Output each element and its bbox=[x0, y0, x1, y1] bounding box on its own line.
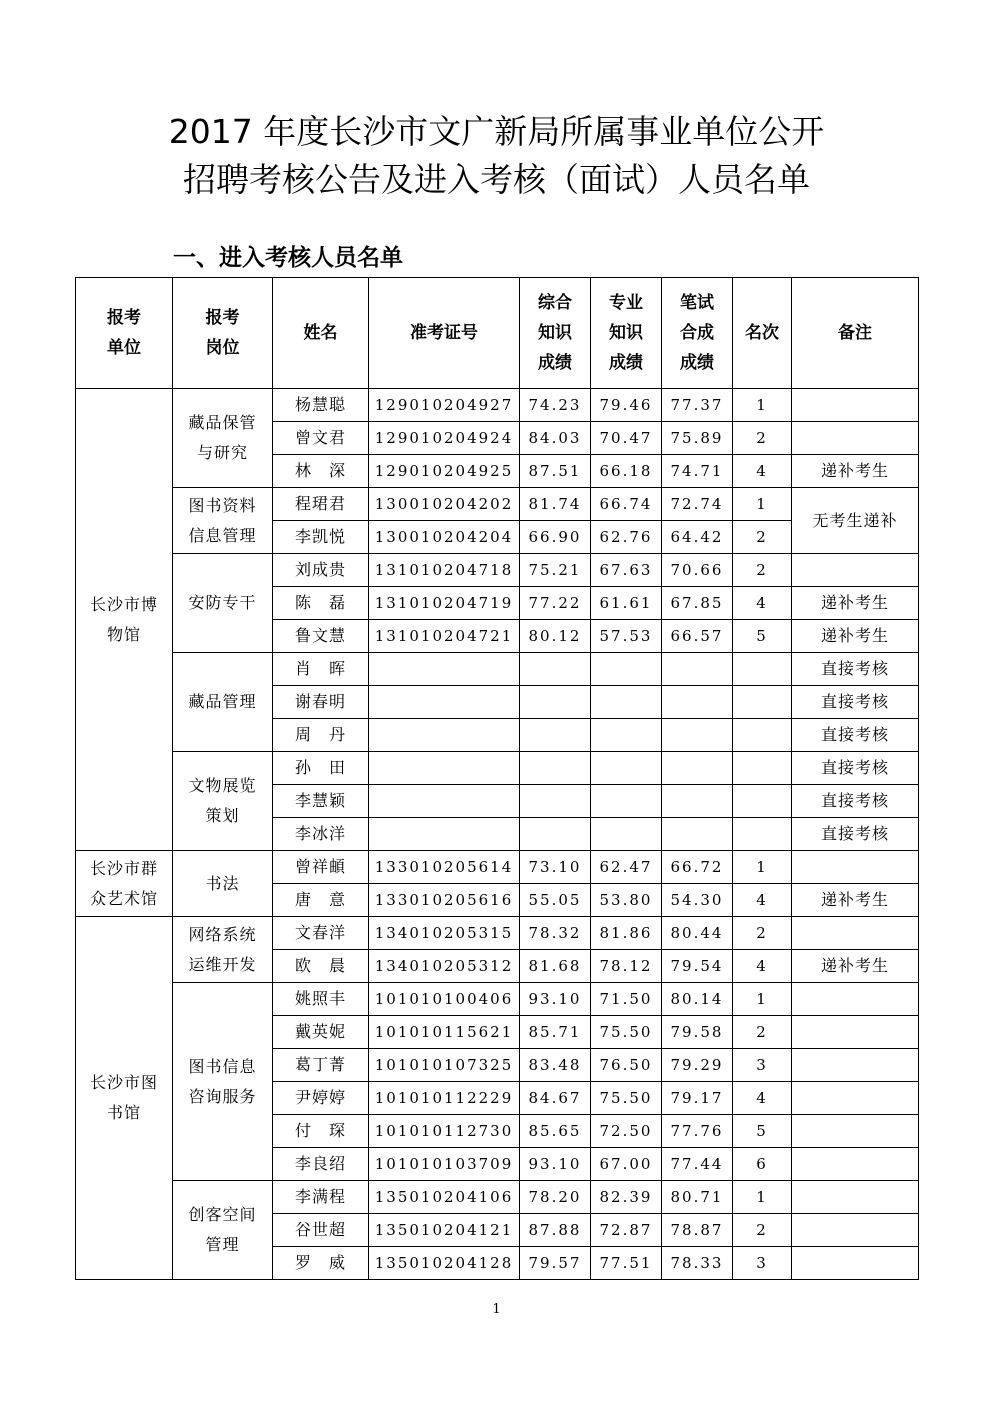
name-cell: 刘成贵 bbox=[273, 554, 369, 587]
written-score-cell: 72.74 bbox=[662, 488, 733, 521]
name-cell: 周 丹 bbox=[273, 719, 369, 752]
general-score-cell: 83.48 bbox=[520, 1049, 591, 1082]
major-score-cell: 77.51 bbox=[591, 1247, 662, 1280]
general-score-cell: 75.21 bbox=[520, 554, 591, 587]
general-score-cell: 93.10 bbox=[520, 983, 591, 1016]
ticket-cell bbox=[369, 818, 520, 851]
note-cell: 递补考生 bbox=[792, 620, 919, 653]
general-score-cell bbox=[520, 686, 591, 719]
major-score-cell: 79.46 bbox=[591, 389, 662, 422]
note-cell: 无考生递补 bbox=[792, 488, 919, 554]
rank-cell: 2 bbox=[733, 554, 792, 587]
note-cell bbox=[792, 1016, 919, 1049]
written-score-cell bbox=[662, 785, 733, 818]
written-score-cell: 77.44 bbox=[662, 1148, 733, 1181]
written-score-cell: 79.17 bbox=[662, 1082, 733, 1115]
major-score-cell: 78.12 bbox=[591, 950, 662, 983]
note-cell bbox=[792, 422, 919, 455]
major-score-cell: 72.50 bbox=[591, 1115, 662, 1148]
name-cell: 林 深 bbox=[273, 455, 369, 488]
note-cell bbox=[792, 1148, 919, 1181]
general-score-cell: 66.90 bbox=[520, 521, 591, 554]
document-title-line-2: 招聘考核公告及进入考核（面试）人员名单 bbox=[183, 160, 810, 199]
header-ticket: 准考证号 bbox=[369, 278, 520, 389]
rank-cell bbox=[733, 653, 792, 686]
ticket-cell: 101010107325 bbox=[369, 1049, 520, 1082]
note-cell bbox=[792, 851, 919, 884]
note-cell bbox=[792, 389, 919, 422]
name-cell: 曾文君 bbox=[273, 422, 369, 455]
ticket-cell: 134010205315 bbox=[369, 917, 520, 950]
major-score-cell: 66.18 bbox=[591, 455, 662, 488]
unit-cell: 长沙市群 众艺术馆 bbox=[76, 851, 173, 917]
major-score-cell: 62.47 bbox=[591, 851, 662, 884]
written-score-cell bbox=[662, 653, 733, 686]
ticket-cell: 131010204721 bbox=[369, 620, 520, 653]
rank-cell: 2 bbox=[733, 1016, 792, 1049]
page-number: 1 bbox=[492, 1302, 501, 1317]
name-cell: 欧 晨 bbox=[273, 950, 369, 983]
rank-cell: 4 bbox=[733, 950, 792, 983]
rank-cell: 3 bbox=[733, 1247, 792, 1280]
note-cell: 直接考核 bbox=[792, 719, 919, 752]
name-cell: 肖 晖 bbox=[273, 653, 369, 686]
ticket-cell: 130010204204 bbox=[369, 521, 520, 554]
general-score-cell: 81.74 bbox=[520, 488, 591, 521]
name-cell: 曾祥頔 bbox=[273, 851, 369, 884]
rank-cell bbox=[733, 686, 792, 719]
rank-cell: 2 bbox=[733, 1214, 792, 1247]
general-score-cell bbox=[520, 785, 591, 818]
major-score-cell: 71.50 bbox=[591, 983, 662, 1016]
unit-cell: 长沙市图 书馆 bbox=[76, 917, 173, 1280]
ticket-cell bbox=[369, 752, 520, 785]
section-heading: 一、进入考核人员名单 bbox=[173, 245, 403, 271]
major-score-cell bbox=[591, 752, 662, 785]
major-score-cell: 72.87 bbox=[591, 1214, 662, 1247]
ticket-cell: 131010204718 bbox=[369, 554, 520, 587]
ticket-cell: 101010100406 bbox=[369, 983, 520, 1016]
rank-cell: 4 bbox=[733, 1082, 792, 1115]
ticket-cell bbox=[369, 719, 520, 752]
note-cell: 直接考核 bbox=[792, 818, 919, 851]
major-score-cell bbox=[591, 653, 662, 686]
general-score-cell: 78.32 bbox=[520, 917, 591, 950]
table-row bbox=[76, 653, 919, 686]
written-score-cell: 80.71 bbox=[662, 1181, 733, 1214]
general-score-cell: 81.68 bbox=[520, 950, 591, 983]
ticket-cell: 101010112229 bbox=[369, 1082, 520, 1115]
post-cell: 创客空间 管理 bbox=[173, 1181, 273, 1280]
name-cell: 尹婷婷 bbox=[273, 1082, 369, 1115]
rank-cell: 1 bbox=[733, 1181, 792, 1214]
written-score-cell bbox=[662, 818, 733, 851]
name-cell: 谢春明 bbox=[273, 686, 369, 719]
post-cell: 网络系统 运维开发 bbox=[173, 917, 273, 983]
header-written-score: 笔试 合成 成绩 bbox=[662, 278, 733, 389]
header-major-score: 专业 知识 成绩 bbox=[591, 278, 662, 389]
header-post: 报考 岗位 bbox=[173, 278, 273, 389]
general-score-cell: 77.22 bbox=[520, 587, 591, 620]
name-cell: 唐 意 bbox=[273, 884, 369, 917]
written-score-cell bbox=[662, 686, 733, 719]
ticket-cell: 129010204927 bbox=[369, 389, 520, 422]
name-cell: 文春洋 bbox=[273, 917, 369, 950]
general-score-cell: 85.65 bbox=[520, 1115, 591, 1148]
ticket-cell bbox=[369, 785, 520, 818]
header-note: 备注 bbox=[792, 278, 919, 389]
candidate-table bbox=[75, 277, 919, 1280]
rank-cell: 6 bbox=[733, 1148, 792, 1181]
major-score-cell bbox=[591, 719, 662, 752]
ticket-cell: 101010103709 bbox=[369, 1148, 520, 1181]
note-cell: 直接考核 bbox=[792, 686, 919, 719]
rank-cell: 1 bbox=[733, 983, 792, 1016]
note-cell bbox=[792, 1115, 919, 1148]
major-score-cell: 66.74 bbox=[591, 488, 662, 521]
note-cell bbox=[792, 983, 919, 1016]
major-score-cell: 57.53 bbox=[591, 620, 662, 653]
note-cell bbox=[792, 1247, 919, 1280]
header-rank: 名次 bbox=[733, 278, 792, 389]
note-cell bbox=[792, 917, 919, 950]
major-score-cell bbox=[591, 686, 662, 719]
ticket-cell bbox=[369, 653, 520, 686]
name-cell: 戴英妮 bbox=[273, 1016, 369, 1049]
ticket-cell: 129010204925 bbox=[369, 455, 520, 488]
written-score-cell: 80.44 bbox=[662, 917, 733, 950]
note-cell bbox=[792, 1214, 919, 1247]
note-cell: 递补考生 bbox=[792, 884, 919, 917]
name-cell: 李良绍 bbox=[273, 1148, 369, 1181]
major-score-cell: 82.39 bbox=[591, 1181, 662, 1214]
general-score-cell bbox=[520, 818, 591, 851]
major-score-cell: 61.61 bbox=[591, 587, 662, 620]
unit-cell: 长沙市博 物馆 bbox=[76, 389, 173, 851]
written-score-cell: 79.54 bbox=[662, 950, 733, 983]
rank-cell bbox=[733, 719, 792, 752]
note-cell: 直接考核 bbox=[792, 752, 919, 785]
note-cell: 递补考生 bbox=[792, 950, 919, 983]
ticket-cell: 135010204106 bbox=[369, 1181, 520, 1214]
post-cell: 藏品保管 与研究 bbox=[173, 389, 273, 488]
name-cell: 李冰洋 bbox=[273, 818, 369, 851]
note-cell: 递补考生 bbox=[792, 587, 919, 620]
name-cell: 谷世超 bbox=[273, 1214, 369, 1247]
rank-cell: 2 bbox=[733, 917, 792, 950]
note-cell bbox=[792, 1049, 919, 1082]
general-score-cell: 79.57 bbox=[520, 1247, 591, 1280]
name-cell: 李慧颖 bbox=[273, 785, 369, 818]
general-score-cell: 85.71 bbox=[520, 1016, 591, 1049]
general-score-cell: 55.05 bbox=[520, 884, 591, 917]
post-cell: 藏品管理 bbox=[173, 653, 273, 752]
written-score-cell: 70.66 bbox=[662, 554, 733, 587]
written-score-cell: 74.71 bbox=[662, 455, 733, 488]
written-score-cell: 77.37 bbox=[662, 389, 733, 422]
header-row bbox=[76, 278, 919, 389]
written-score-cell bbox=[662, 719, 733, 752]
general-score-cell: 78.20 bbox=[520, 1181, 591, 1214]
note-cell bbox=[792, 554, 919, 587]
written-score-cell: 75.89 bbox=[662, 422, 733, 455]
written-score-cell: 78.87 bbox=[662, 1214, 733, 1247]
name-cell: 杨慧聪 bbox=[273, 389, 369, 422]
ticket-cell: 133010205614 bbox=[369, 851, 520, 884]
written-score-cell: 66.57 bbox=[662, 620, 733, 653]
post-cell: 图书信息 咨询服务 bbox=[173, 983, 273, 1181]
name-cell: 李凯悦 bbox=[273, 521, 369, 554]
name-cell: 罗 威 bbox=[273, 1247, 369, 1280]
post-cell: 书法 bbox=[173, 851, 273, 917]
name-cell: 陈 磊 bbox=[273, 587, 369, 620]
note-cell bbox=[792, 1181, 919, 1214]
post-cell: 文物展览 策划 bbox=[173, 752, 273, 851]
general-score-cell: 73.10 bbox=[520, 851, 591, 884]
rank-cell bbox=[733, 818, 792, 851]
table-row bbox=[76, 917, 919, 950]
major-score-cell: 62.76 bbox=[591, 521, 662, 554]
general-score-cell bbox=[520, 653, 591, 686]
rank-cell: 4 bbox=[733, 455, 792, 488]
ticket-cell: 135010204121 bbox=[369, 1214, 520, 1247]
general-score-cell: 74.23 bbox=[520, 389, 591, 422]
written-score-cell: 54.30 bbox=[662, 884, 733, 917]
note-cell: 直接考核 bbox=[792, 785, 919, 818]
rank-cell: 2 bbox=[733, 521, 792, 554]
table-row bbox=[76, 389, 919, 422]
written-score-cell: 80.14 bbox=[662, 983, 733, 1016]
major-score-cell: 75.50 bbox=[591, 1016, 662, 1049]
ticket-cell: 101010115621 bbox=[369, 1016, 520, 1049]
table-row bbox=[76, 983, 919, 1016]
rank-cell bbox=[733, 785, 792, 818]
ticket-cell: 133010205616 bbox=[369, 884, 520, 917]
general-score-cell: 87.88 bbox=[520, 1214, 591, 1247]
major-score-cell: 70.47 bbox=[591, 422, 662, 455]
written-score-cell: 66.72 bbox=[662, 851, 733, 884]
rank-cell: 5 bbox=[733, 1115, 792, 1148]
note-cell bbox=[792, 1082, 919, 1115]
note-cell: 直接考核 bbox=[792, 653, 919, 686]
name-cell: 付 琛 bbox=[273, 1115, 369, 1148]
ticket-cell: 101010112730 bbox=[369, 1115, 520, 1148]
general-score-cell bbox=[520, 752, 591, 785]
general-score-cell bbox=[520, 719, 591, 752]
ticket-cell: 134010205312 bbox=[369, 950, 520, 983]
general-score-cell: 87.51 bbox=[520, 455, 591, 488]
general-score-cell: 93.10 bbox=[520, 1148, 591, 1181]
rank-cell bbox=[733, 752, 792, 785]
general-score-cell: 80.12 bbox=[520, 620, 591, 653]
written-score-cell: 64.42 bbox=[662, 521, 733, 554]
table-row bbox=[76, 752, 919, 785]
major-score-cell: 75.50 bbox=[591, 1082, 662, 1115]
rank-cell: 1 bbox=[733, 389, 792, 422]
table-row bbox=[76, 488, 919, 521]
name-cell: 鲁文慧 bbox=[273, 620, 369, 653]
major-score-cell bbox=[591, 785, 662, 818]
written-score-cell: 67.85 bbox=[662, 587, 733, 620]
major-score-cell bbox=[591, 818, 662, 851]
ticket-cell: 135010204128 bbox=[369, 1247, 520, 1280]
ticket-cell: 130010204202 bbox=[369, 488, 520, 521]
post-cell: 安防专干 bbox=[173, 554, 273, 653]
name-cell: 孙 田 bbox=[273, 752, 369, 785]
header-unit: 报考 单位 bbox=[76, 278, 173, 389]
rank-cell: 4 bbox=[733, 884, 792, 917]
rank-cell: 3 bbox=[733, 1049, 792, 1082]
name-cell: 程珺君 bbox=[273, 488, 369, 521]
table-row bbox=[76, 554, 919, 587]
name-cell: 李满程 bbox=[273, 1181, 369, 1214]
ticket-cell bbox=[369, 686, 520, 719]
document-title-line-1: 2017 年度长沙市文广新局所属事业单位公开 bbox=[168, 112, 825, 151]
written-score-cell bbox=[662, 752, 733, 785]
rank-cell: 5 bbox=[733, 620, 792, 653]
general-score-cell: 84.03 bbox=[520, 422, 591, 455]
major-score-cell: 81.86 bbox=[591, 917, 662, 950]
header-name: 姓名 bbox=[273, 278, 369, 389]
name-cell: 葛丁菁 bbox=[273, 1049, 369, 1082]
rank-cell: 1 bbox=[733, 851, 792, 884]
ticket-cell: 129010204924 bbox=[369, 422, 520, 455]
header-general-score: 综合 知识 成绩 bbox=[520, 278, 591, 389]
written-score-cell: 77.76 bbox=[662, 1115, 733, 1148]
ticket-cell: 131010204719 bbox=[369, 587, 520, 620]
rank-cell: 1 bbox=[733, 488, 792, 521]
post-cell: 图书资料 信息管理 bbox=[173, 488, 273, 554]
written-score-cell: 79.58 bbox=[662, 1016, 733, 1049]
major-score-cell: 67.00 bbox=[591, 1148, 662, 1181]
table-row bbox=[76, 851, 919, 884]
rank-cell: 2 bbox=[733, 422, 792, 455]
general-score-cell: 84.67 bbox=[520, 1082, 591, 1115]
major-score-cell: 53.80 bbox=[591, 884, 662, 917]
rank-cell: 4 bbox=[733, 587, 792, 620]
written-score-cell: 78.33 bbox=[662, 1247, 733, 1280]
table-row bbox=[76, 1181, 919, 1214]
note-cell: 递补考生 bbox=[792, 455, 919, 488]
name-cell: 姚照丰 bbox=[273, 983, 369, 1016]
written-score-cell: 79.29 bbox=[662, 1049, 733, 1082]
major-score-cell: 67.63 bbox=[591, 554, 662, 587]
major-score-cell: 76.50 bbox=[591, 1049, 662, 1082]
